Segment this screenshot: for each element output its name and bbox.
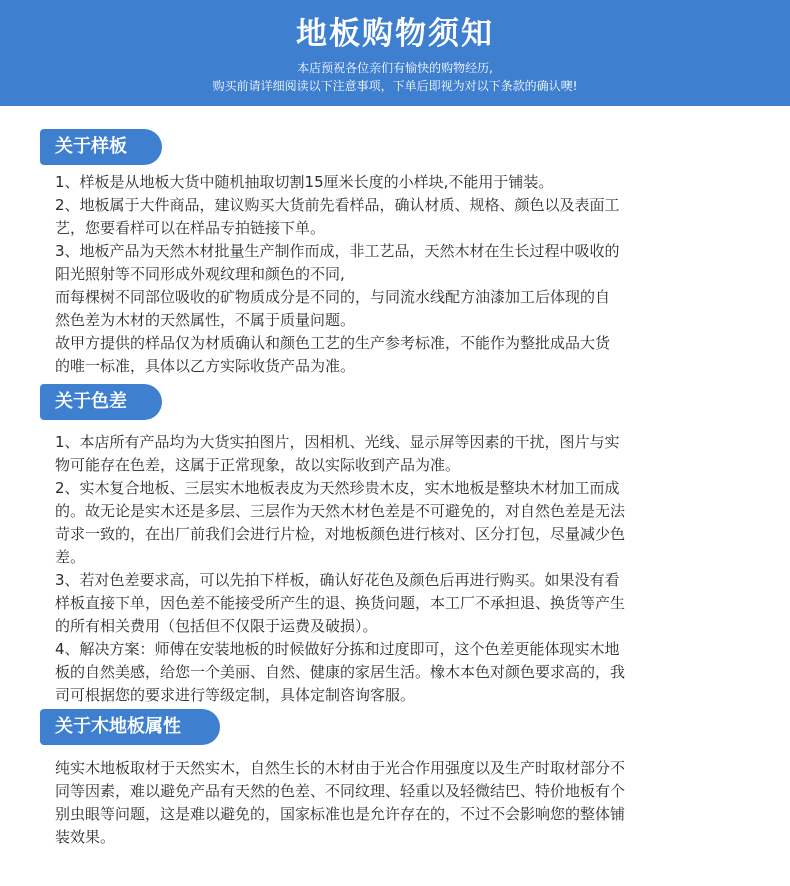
paragraph-line: 纯实木地板取材于天然实木，自然生长的木材由于光合作用强度以及生产时取材部分不: [55, 759, 626, 777]
section-heading-wood-floor-properties: 关于木地板属性: [40, 709, 220, 745]
paragraph-line: 1、样板是从地板大货中随机抽取切割15厘米长度的小样块,不能用于铺装。: [55, 173, 554, 191]
section-body-sample: [55, 171, 745, 378]
paragraph-line: 阳光照射等不同形成外观纹理和颜色的不同,: [55, 265, 345, 283]
paragraph-line: 而每棵树不同部位吸收的矿物质成分是不同的，与同流水线配方油漆加工后体现的自: [55, 288, 611, 306]
section-body-color-difference: [55, 431, 745, 707]
paragraph-line: 2、实木复合地板、三层实木地板表皮为天然珍贵木皮，实木地板是整块木材加工而成: [55, 479, 620, 497]
paragraph-line: 艺，您要看样可以在样品专拍链接下单。: [55, 219, 326, 237]
paragraph-line: 然色差为木材的天然属性，不属于质量问题。: [55, 311, 356, 329]
section-heading-sample: 关于样板: [40, 129, 162, 165]
paragraph-line: 的所有相关费用（包括但不仅限于运费及破损）。: [55, 617, 378, 635]
paragraph-line: 同等因素，难以避免产品有天然的色差、不同纹理、轻重以及轻微结巴、特价地板有个: [55, 782, 626, 800]
paragraph-line: 装效果。: [55, 828, 116, 846]
paragraph-line: 4、解决方案：师傅在安装地板的时候做好分拣和过度即可，这个色差更能体现实木地: [55, 640, 620, 658]
paragraph-line: 3、地板产品为天然木材批量生产制作而成，非工艺品，天然木材在生长过程中吸收的: [55, 242, 620, 260]
paragraph-line: 的。故无论是实木还是多层、三层作为天然木材色差是不可避免的，对自然色差是无法: [55, 502, 626, 520]
paragraph-line: 故甲方提供的样品仅为材质确认和颜色工艺的生产参考标准，不能作为整批成品大货: [55, 334, 611, 352]
paragraph-line: 3、若对色差要求高，可以先拍下样板，确认好花色及颜色后再进行购买。如果没有看: [55, 571, 620, 589]
paragraph-line: 样板直接下单，因色差不能接受所产生的退、换货问题，本工厂不承担退、换货等产生: [55, 594, 626, 612]
paragraph-line: 物可能存在色差，这属于正常现象，故以实际收到产品为准。: [55, 456, 461, 474]
header-subtitle-line-1: 本店预祝各位亲们有愉快的购物经历,: [297, 61, 493, 75]
paragraph-line: 1、本店所有产品均为大货实拍图片，因相机、光线、显示屏等因素的干扰，图片与实: [55, 433, 620, 451]
paragraph-line: 板的自然美感，给您一个美丽、自然、健康的家居生活。橡木本色对颜色要求高的，我: [55, 663, 626, 681]
page-title: 地板购物须知: [296, 16, 494, 52]
section-heading-color-difference: 关于色差: [40, 384, 162, 420]
paragraph-line: 苛求一致的，在出厂前我们会进行片检，对地板颜色进行核对、区分打包，尽量减少色: [55, 525, 626, 543]
paragraph-line: 司可根据您的要求进行等级定制，具体定制咨询客服。: [55, 686, 416, 704]
header-banner: [0, 0, 790, 106]
paragraph-line: 2、地板属于大件商品，建议购买大货前先看样品，确认材质、规格、颜色以及表面工: [55, 196, 620, 214]
header-subtitle-line-2: 购买前请详细阅读以下注意事项，下单后即视为对以下条款的确认噢!: [212, 79, 578, 93]
paragraph-line: 别虫眼等问题，这是难以避免的，国家标准也是允许存在的，不过不会影响您的整体铺: [55, 805, 626, 823]
section-body-wood-floor-properties: [55, 757, 745, 849]
paragraph-line: 的唯一标准，具体以乙方实际收货产品为准。: [55, 357, 356, 375]
paragraph-line: 差。: [55, 548, 86, 566]
